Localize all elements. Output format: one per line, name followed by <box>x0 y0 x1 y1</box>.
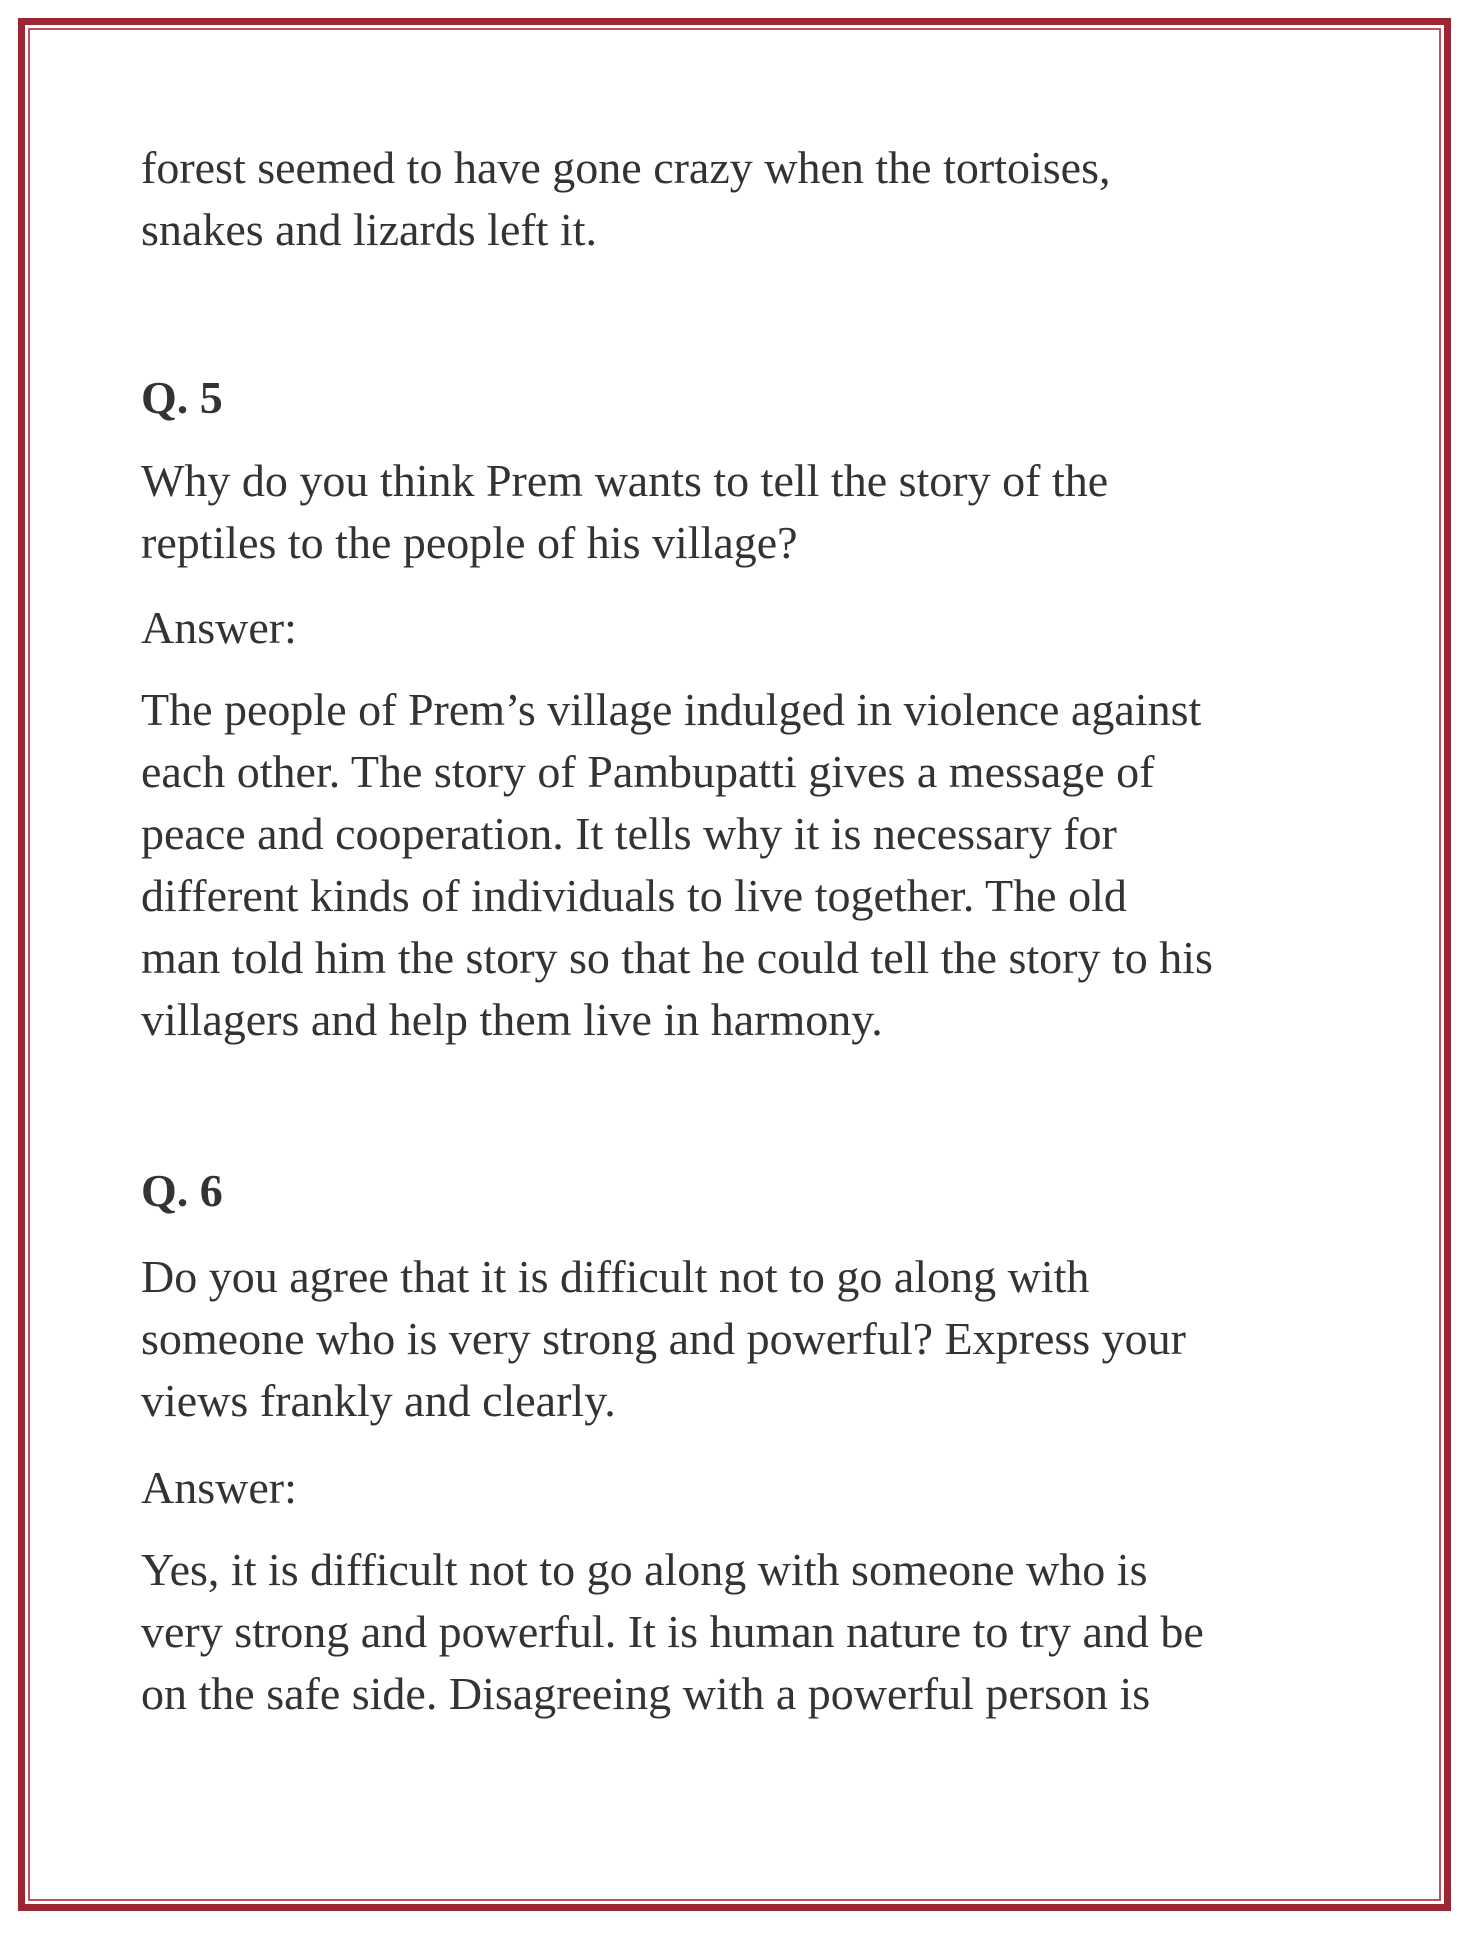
text-line: snakes and lizards left it. <box>141 204 598 255</box>
text-line: The people of Prem’s village indulged in violence against <box>141 684 1202 735</box>
text-line: villagers and help them live in harmony. <box>141 994 883 1045</box>
text-line: reptiles to the people of his village? <box>141 517 798 568</box>
q5-heading: Q. 5 <box>141 372 223 423</box>
text-line: on the safe side. Disagreeing with a powerful person is <box>141 1668 1151 1719</box>
text-line: Yes, it is difficult not to go along with someone who is <box>141 1544 1148 1595</box>
q5-question <box>141 450 1391 574</box>
q6-answer <box>141 1539 1391 1725</box>
q5-answer-label: Answer: <box>141 602 297 653</box>
text-line: very strong and powerful. It is human nature to try and be <box>141 1606 1204 1657</box>
text-line: each other. The story of Pambupatti gives a message of <box>141 746 1155 797</box>
text-line: peace and cooperation. It tells why it is necessary for <box>141 808 1117 859</box>
text-line: different kinds of individuals to live together. The old <box>141 870 1127 921</box>
q6-answer-label: Answer: <box>141 1462 297 1513</box>
text-line: forest seemed to have gone crazy when the tortoises, <box>141 142 1111 193</box>
text-line: views frankly and clearly. <box>141 1375 616 1426</box>
continuation-text <box>141 137 1391 261</box>
text-line: Why do you think Prem wants to tell the story of the <box>141 455 1109 506</box>
q6-heading: Q. 6 <box>141 1165 223 1216</box>
q6-question <box>141 1246 1391 1432</box>
text-line: Do you agree that it is difficult not to go along with <box>141 1251 1090 1302</box>
q5-answer <box>141 679 1391 1051</box>
text-line: man told him the story so that he could tell the story to his <box>141 932 1213 983</box>
text-line: someone who is very strong and powerful? Express your <box>141 1313 1186 1364</box>
